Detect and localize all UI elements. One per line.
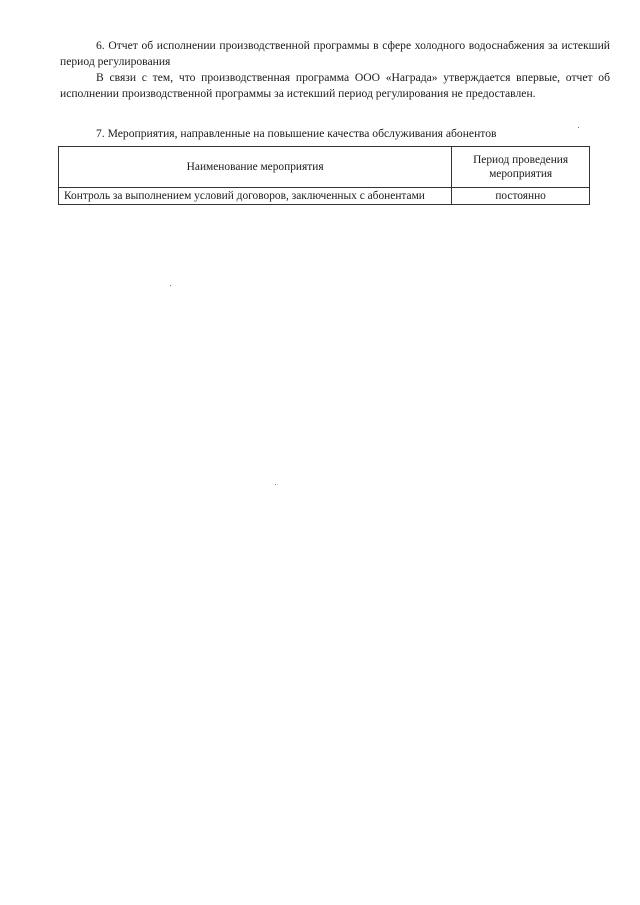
section-7-heading: 7. Мероприятия, направленные на повышение качества обслуживания абонентов bbox=[96, 127, 497, 140]
table-header-row bbox=[59, 147, 590, 188]
section-6-paragraph: В связи с тем, что производственная программа ООО «Награда» утверждается впервые, отчет об исполнении производственной программы за истекший период регулирования не предоставлен. bbox=[60, 71, 610, 100]
scan-speck bbox=[578, 127, 579, 128]
section-6-heading: 6. Отчет об исполнении производственной программы в сфере холодного водоснабжения за истекший период регулирования bbox=[60, 39, 610, 68]
column-header-event-period: Период проведения мероприятия bbox=[452, 147, 590, 188]
event-period-cell: постоянно bbox=[452, 188, 590, 205]
events-table bbox=[58, 146, 590, 205]
scan-speck bbox=[170, 285, 171, 286]
scan-speck bbox=[275, 484, 276, 485]
table-row bbox=[59, 188, 590, 205]
column-header-event-name: Наименование мероприятия bbox=[59, 147, 452, 188]
event-name-cell: Контроль за выполнением условий договоров, заключенных с абонентами bbox=[59, 188, 452, 205]
